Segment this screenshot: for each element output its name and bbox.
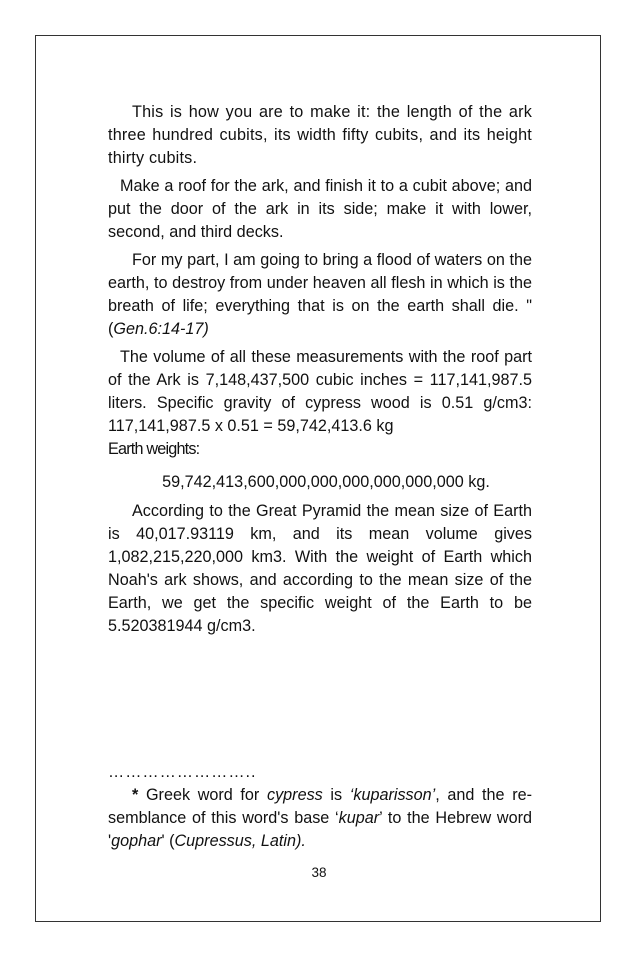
footnote-part: is (322, 786, 350, 804)
bible-reference: Gen.6:14-17) (113, 320, 209, 338)
paragraph-flood (108, 249, 532, 341)
footnote-part: ’ to the Hebrew word ' (108, 809, 532, 850)
footnote-separator: …………………….. (108, 763, 257, 781)
main-text (108, 101, 532, 638)
volume-text: The volume of all these measurements with the roof part of the Ark is 7,148,437,500 cubic inches = 117,141,987.5 liters. Specific gravity of cypress wood is 0.51 g/cm3: 117,141,987.5 x 0.51 = 59,742,413.6 kg (108, 348, 532, 435)
flood-quote: For my part, I am going to bring a flood of waters on the earth, to destroy from under heaven all flesh in which is the breath of life; everything that is on the earth shall die. "( (108, 251, 532, 338)
earth-weights-label: Earth weights: (108, 440, 200, 458)
word-cypress: cypress (266, 786, 323, 804)
paragraph-volume (108, 346, 532, 461)
page-number-value: 38 (311, 865, 327, 880)
paragraph-pyramid: According to the Great Pyramid the mean size of Earth is 40,017.93119 km, and its mean volume gives 1,082,215,220,000 km3. With the weight of Earth which Noah's ark shows, and according to the mean size of the Earth, we get the specific weight of the Earth to be 5.520381944 g/cm3. (108, 502, 532, 635)
footnote-part: Greek word for (138, 786, 267, 804)
word-cupressus: Cupressus, Latin). (174, 832, 306, 850)
footnote-star: * (132, 786, 139, 804)
footnote (108, 761, 532, 853)
footnote-text (108, 784, 532, 853)
word-kupar: kupar (338, 809, 380, 827)
word-gophar: gophar (111, 832, 162, 850)
paragraph-ark-roof: Make a roof for the ark, and finish it to a cubit above; and put the door of the ark in its side; make it with lower, second, and third decks. (108, 177, 532, 241)
earth-weight-value: 59,742,413,600,000,000,000,000,000,000 kg. (162, 473, 490, 491)
footnote-part: ' ( (161, 832, 175, 850)
word-kuparisson: ‘kuparisson’ (349, 786, 436, 804)
footnote-part: , and the re-semblance of this word's base ‘ (108, 786, 532, 827)
paragraph-ark-dimensions: This is how you are to make it: the length of the ark three hundred cubits, its width fifty cubits, and its height thirty cubits. (108, 103, 532, 167)
page-number (0, 865, 638, 880)
